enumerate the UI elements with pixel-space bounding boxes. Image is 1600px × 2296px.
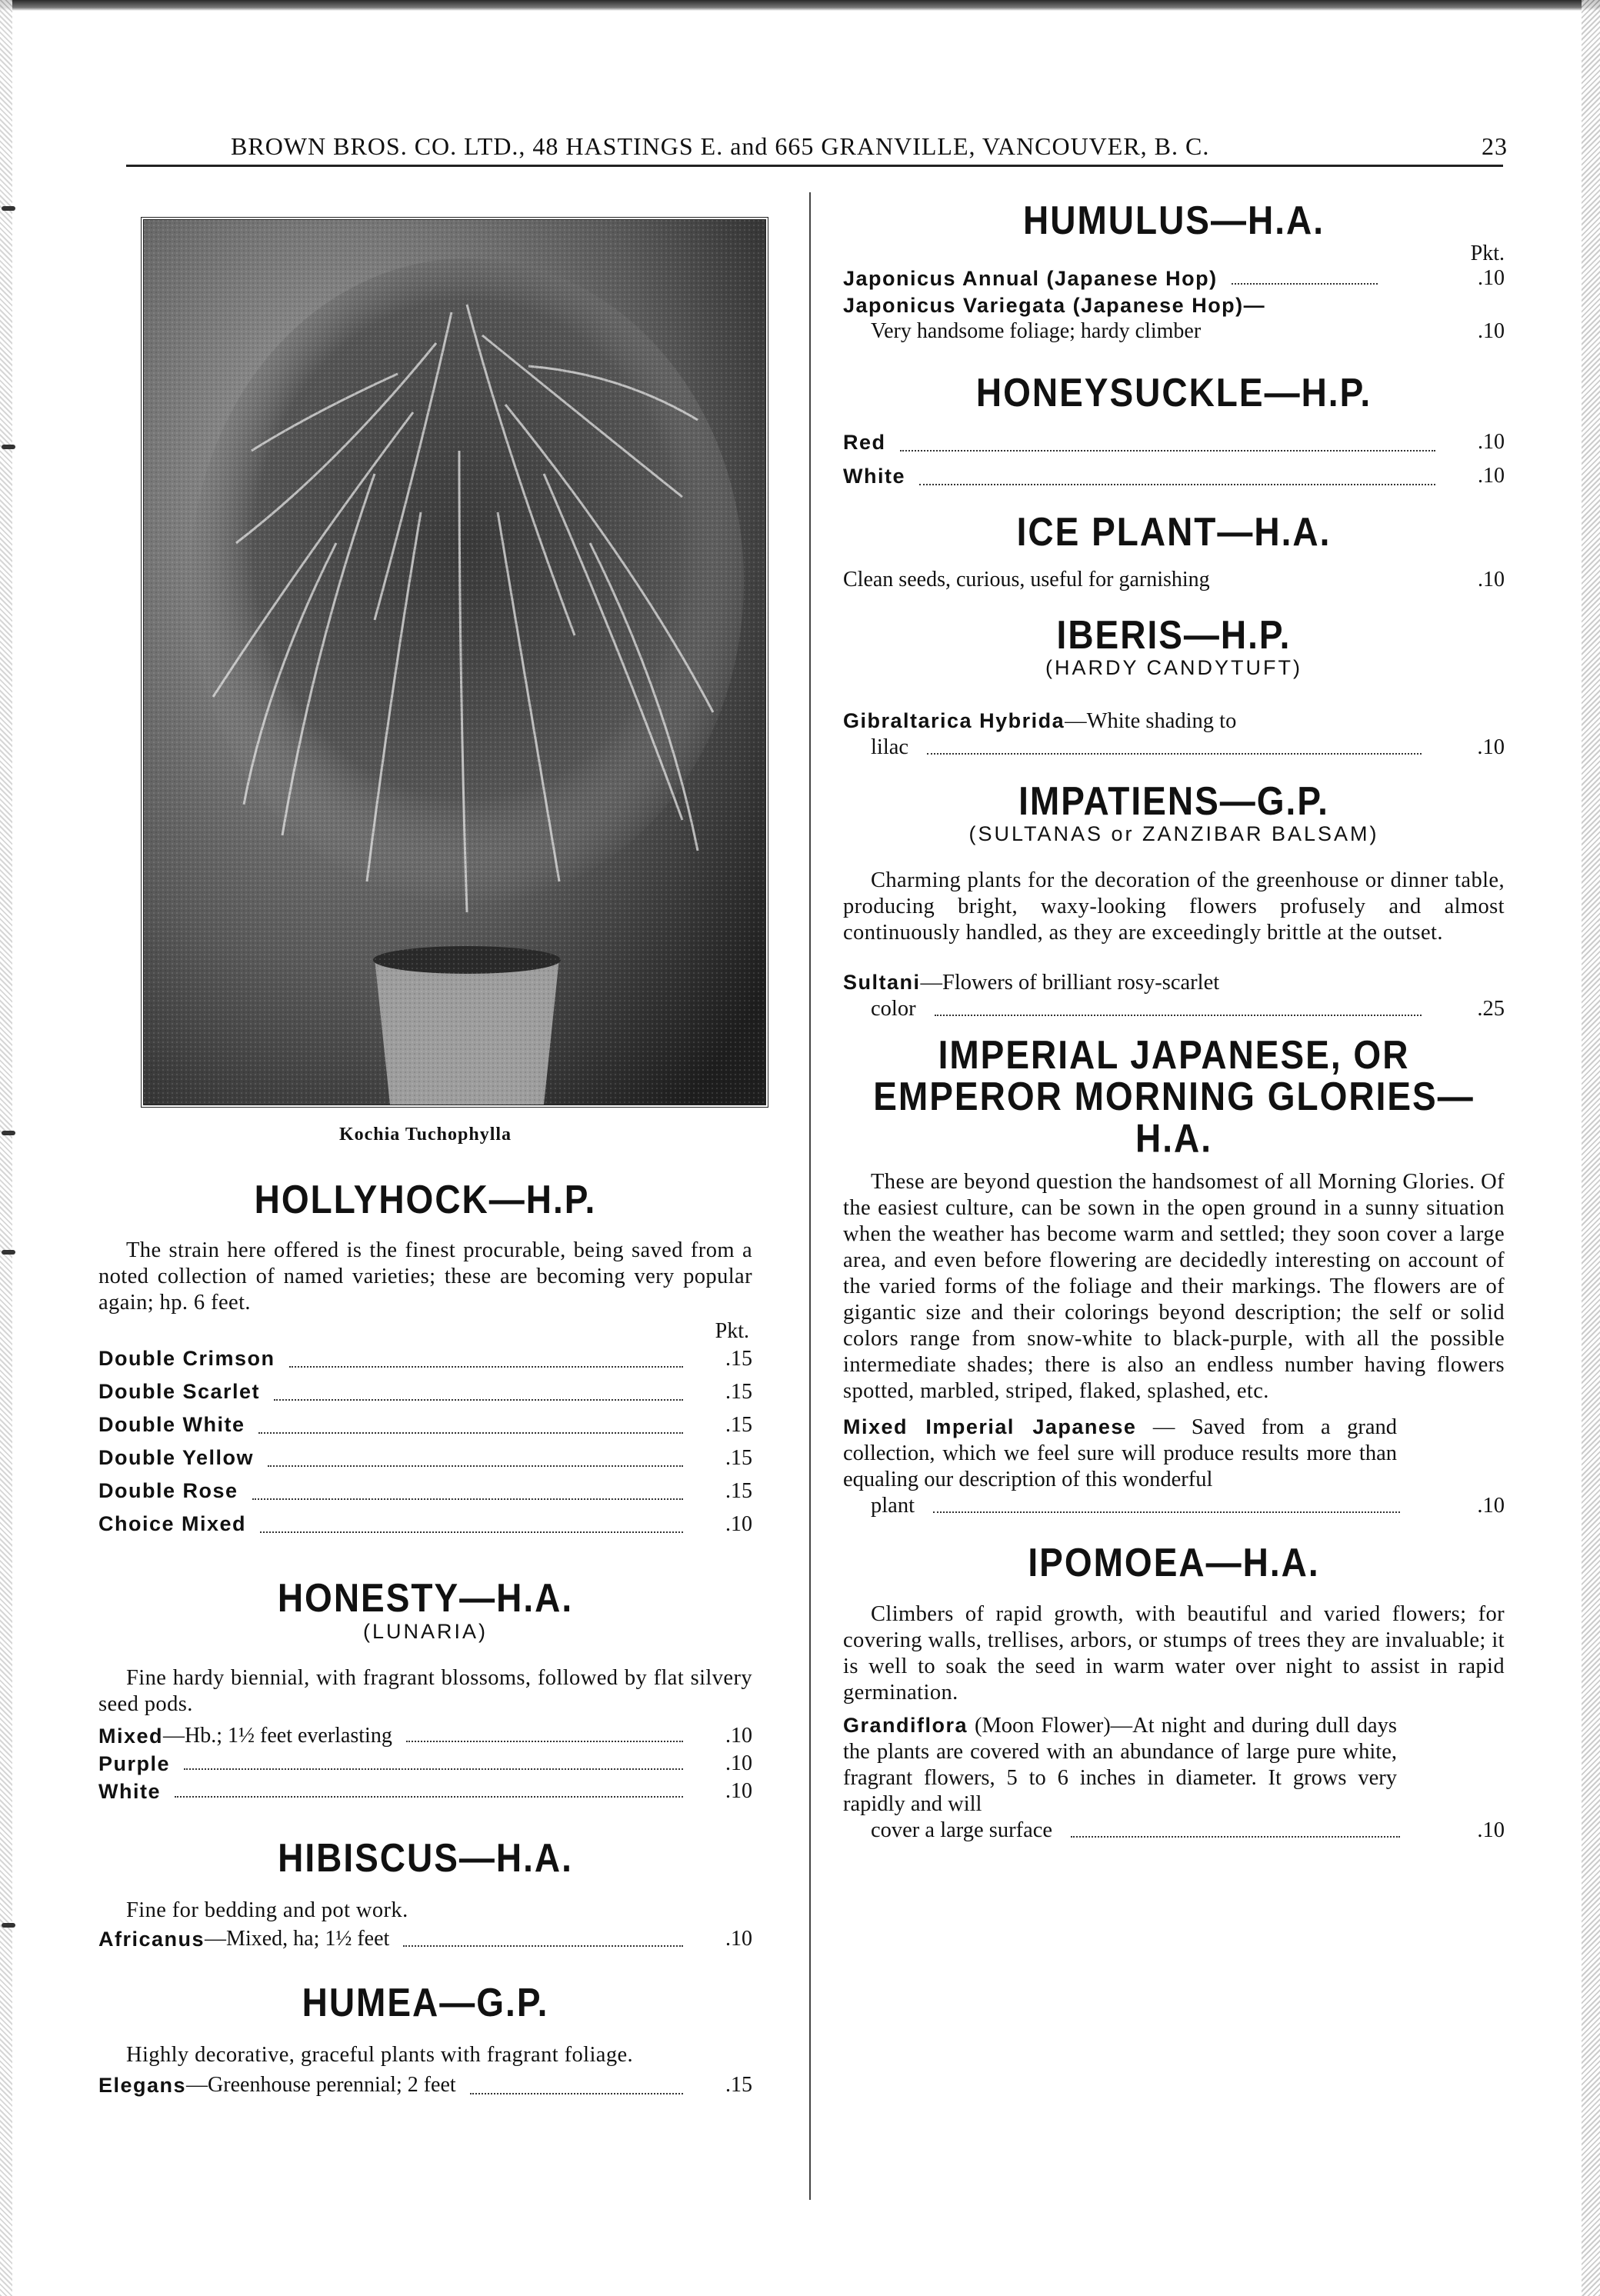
section-title: IMPERIAL JAPANESE, OR EMPEROR MORNING GLORIES—H.A. xyxy=(873,1032,1475,1161)
item-name: Elegans xyxy=(98,2074,187,2098)
section-title: HUMEA—G.P. xyxy=(302,1979,549,2024)
item-name: Double White xyxy=(98,1413,245,1437)
price-item xyxy=(98,1924,752,1954)
item-name: White xyxy=(843,464,905,488)
item-price: .15 xyxy=(725,2073,752,2098)
price-item-continuation xyxy=(843,996,1505,1022)
section-honeysuckle xyxy=(843,370,1505,492)
section-title: HOLLYHOCK—H.P. xyxy=(254,1176,597,1222)
price-list xyxy=(98,1342,752,1541)
item-name: Gibraltarica Hybrida xyxy=(843,709,1065,733)
binding-hole-mark xyxy=(2,1923,15,1928)
item-description: Clean seeds, curious, useful for garnishing xyxy=(843,567,1210,591)
running-header xyxy=(123,132,1508,163)
price-item xyxy=(98,2068,752,2102)
section-ipomoea xyxy=(843,1540,1505,1843)
item-price: .10 xyxy=(1478,463,1505,488)
price-item xyxy=(843,459,1505,493)
price-item xyxy=(843,292,1505,345)
item-price: .10 xyxy=(1477,1494,1505,1518)
item-description: —White shading to xyxy=(1065,709,1237,734)
section-ice-plant xyxy=(843,508,1505,596)
section-title: IMPATIENS—G.P. xyxy=(1018,778,1329,824)
leader-dots xyxy=(175,1796,683,1798)
price-item xyxy=(98,1508,752,1541)
item-name: Purple xyxy=(98,1751,171,1775)
section-title: IBERIS—H.P. xyxy=(1056,611,1292,657)
section-title: ICE PLANT—H.A. xyxy=(1016,508,1332,554)
item-price: .10 xyxy=(725,1778,752,1803)
section-subtitle: (SULTANAS or ZANZIBAR BALSAM) xyxy=(968,822,1379,846)
leader-dots xyxy=(900,450,1435,452)
price-list xyxy=(98,1924,752,1954)
item-description: — Saved from a grand collection, which we feel sure will produce results more than equaling our description of this wonderful xyxy=(843,1415,1397,1492)
item-name: Mixed xyxy=(98,1724,164,1748)
price-item xyxy=(843,969,1428,996)
scan-top-edge xyxy=(0,0,1600,11)
binding-hole-mark xyxy=(2,445,15,449)
section-title: HONESTY—H.A. xyxy=(277,1575,574,1621)
leader-dots xyxy=(274,1399,683,1401)
item-price: .10 xyxy=(725,1512,752,1537)
section-imperial-japanese xyxy=(843,1032,1505,1519)
price-item xyxy=(98,1722,752,1750)
item-name: Choice Mixed xyxy=(98,1512,247,1536)
price-item xyxy=(98,1778,752,1805)
item-price: .10 xyxy=(725,1751,752,1775)
price-item xyxy=(98,1408,752,1441)
section-title: HUMULUS—H.A. xyxy=(1023,197,1325,243)
item-description-continued: color xyxy=(871,997,916,1021)
item-name: Double Yellow xyxy=(98,1446,255,1470)
item-price: .10 xyxy=(1478,567,1505,591)
item-price: .15 xyxy=(725,1413,752,1438)
section-title: HONEYSUCKLE—H.P. xyxy=(975,370,1372,415)
section-honesty xyxy=(98,1575,752,1804)
price-item xyxy=(843,425,1505,459)
price-item xyxy=(843,708,1428,735)
photo-caption: Kochia Tuchophylla xyxy=(338,1125,512,1145)
item-price: .25 xyxy=(1477,997,1505,1021)
section-description: Highly decorative, graceful plants with fragrant foliage. xyxy=(126,2043,634,2068)
price-item xyxy=(98,1342,752,1375)
item-price: .10 xyxy=(725,1926,752,1951)
item-description-continued: cover a large surface xyxy=(871,1818,1053,1842)
price-item xyxy=(843,1712,1397,1818)
item-name: Africanus xyxy=(98,1927,205,1951)
price-item xyxy=(843,564,1505,596)
publisher-address: BROWN BROS. CO. LTD., 48 HASTINGS E. and 665 GRANVILLE, VANCOUVER, B. C. xyxy=(231,132,1210,160)
section-subtitle: (LUNARIA) xyxy=(362,1619,488,1643)
binding-hole-mark xyxy=(2,1250,15,1255)
section-description: Climbers of rapid growth, with beautiful and varied flowers; for covering walls, trellises, arbors, or stumps of trees they are invaluable; it is well to soak the seed in warm water over night to assist in rapid germination. xyxy=(843,1601,1505,1705)
item-description: —Mixed, ha; 1½ feet xyxy=(205,1926,390,1951)
item-price: .10 xyxy=(1477,1818,1505,1842)
item-price: .10 xyxy=(1478,429,1505,454)
item-description: —Hb.; 1½ feet everlasting xyxy=(163,1723,392,1748)
pkt-column-label: Pkt. xyxy=(1470,242,1505,266)
section-description: Charming plants for the decoration of the greenhouse or dinner table, producing bright, waxy-looking flowers profusely and almost continuously handled, as they are exceedingly brittle at the outset. xyxy=(843,868,1505,945)
item-name: Grandiflora xyxy=(843,1713,968,1737)
section-description: Fine hardy biennial, with fragrant blossoms, followed by flat silvery seed pods. xyxy=(98,1665,752,1716)
section-hollyhock xyxy=(98,1176,752,1541)
price-list xyxy=(843,425,1505,493)
section-impatiens xyxy=(843,778,1505,1022)
leader-dots xyxy=(933,1511,1400,1513)
item-name: Mixed Imperial Japanese xyxy=(843,1415,1137,1439)
item-name: Red xyxy=(843,430,886,454)
section-description: Fine for bedding and pot work. xyxy=(126,1898,408,1922)
item-description: —Greenhouse perennial; 2 feet xyxy=(186,2073,456,2098)
item-price: .15 xyxy=(725,1380,752,1405)
price-item xyxy=(843,265,1505,292)
leader-dots xyxy=(184,1768,683,1770)
column-divider xyxy=(809,192,811,2200)
item-name: Double Crimson xyxy=(98,1347,275,1371)
leader-dots xyxy=(919,484,1435,485)
item-price: .15 xyxy=(725,1446,752,1471)
item-description: Very handsome foliage; hardy climber xyxy=(871,319,1202,344)
item-description-continued: lilac xyxy=(871,735,909,760)
price-item xyxy=(98,1475,752,1508)
scan-left-edge xyxy=(0,0,12,2296)
section-description: These are beyond question the handsomest of all Morning Glories. Of the easiest culture, can be sown in the open ground in a sunny situation when the weather has become warm and settled; they soon cover a large area, and even before flowering are decidedly interesting on account of the varied forms of the foliage and their markings. The flowers are of gigantic size and their colorings beyond description; the self or solid colors range from snow-white to black-purple, with all the possible intermediate shades; there is also an endless number having flowers spotted, marbled, striped, flaked, splashed, etc. xyxy=(843,1170,1505,1404)
price-item xyxy=(98,1750,752,1778)
item-description: —Flowers of brilliant rosy-scarlet xyxy=(920,971,1220,995)
price-list xyxy=(98,2068,752,2102)
leader-dots xyxy=(260,1531,683,1533)
page-number: 23 xyxy=(1482,132,1508,160)
header-rule xyxy=(126,165,1503,167)
item-price: .10 xyxy=(1477,735,1505,760)
pkt-column-label: Pkt. xyxy=(715,1319,749,1344)
scan-right-edge xyxy=(1582,0,1600,2296)
section-title: HIBISCUS—H.A. xyxy=(278,1834,573,1880)
price-list xyxy=(98,1722,752,1805)
item-name: Sultani xyxy=(843,971,921,995)
section-title: IPOMOEA—H.A. xyxy=(1028,1540,1320,1585)
price-item-continuation xyxy=(843,735,1505,761)
item-name: Double Rose xyxy=(98,1479,238,1503)
right-column xyxy=(843,197,1505,1844)
section-hibiscus xyxy=(98,1834,752,1954)
item-description-continued: plant xyxy=(871,1494,915,1518)
leader-dots xyxy=(406,1741,683,1742)
binding-hole-mark xyxy=(2,206,15,211)
item-name: Double Scarlet xyxy=(98,1380,261,1404)
leader-dots xyxy=(268,1465,683,1467)
leader-dots xyxy=(1232,283,1378,285)
item-price: .10 xyxy=(1478,266,1505,291)
price-item xyxy=(843,1414,1397,1493)
leader-dots xyxy=(258,1432,683,1434)
section-humea xyxy=(98,1979,752,2102)
kochia-photo xyxy=(141,217,768,1108)
item-price: .10 xyxy=(1478,319,1505,344)
section-subtitle: (HARDY CANDYTUFT) xyxy=(1045,656,1302,680)
section-humulus xyxy=(843,197,1505,345)
leader-dots xyxy=(470,2093,683,2094)
leader-dots xyxy=(935,1015,1422,1016)
leader-dots xyxy=(403,1945,683,1947)
item-name: White xyxy=(98,1779,161,1803)
leader-dots xyxy=(289,1366,683,1368)
item-name: Japonicus Annual (Japanese Hop) xyxy=(843,267,1218,291)
price-item xyxy=(98,1441,752,1475)
leader-dots xyxy=(927,753,1422,755)
item-price: .15 xyxy=(725,1347,752,1371)
item-name: Japonicus Variegata (Japanese Hop)— xyxy=(843,294,1266,318)
binding-hole-mark xyxy=(2,1131,15,1135)
item-price: .15 xyxy=(725,1479,752,1504)
left-column xyxy=(98,1176,752,2102)
leader-dots xyxy=(252,1498,683,1500)
item-description: (Moon Flower)—At night and during dull days the plants are covered with an abundance of large pure white, fragrant flowers, 5 to 6 inches in diameter. It grows very rapidly and will xyxy=(843,1713,1397,1816)
leader-dots xyxy=(1071,1836,1400,1838)
price-item xyxy=(98,1375,752,1408)
price-item-continuation xyxy=(843,1493,1505,1519)
plant-photo-illustration xyxy=(144,220,765,1105)
price-item-continuation xyxy=(843,1818,1505,1844)
item-price: .10 xyxy=(725,1723,752,1748)
section-iberis xyxy=(843,611,1505,761)
section-description: The strain here offered is the finest procurable, being saved from a noted collection of named varieties; these are becoming very popular again; hp. 6 feet. xyxy=(98,1238,752,1315)
